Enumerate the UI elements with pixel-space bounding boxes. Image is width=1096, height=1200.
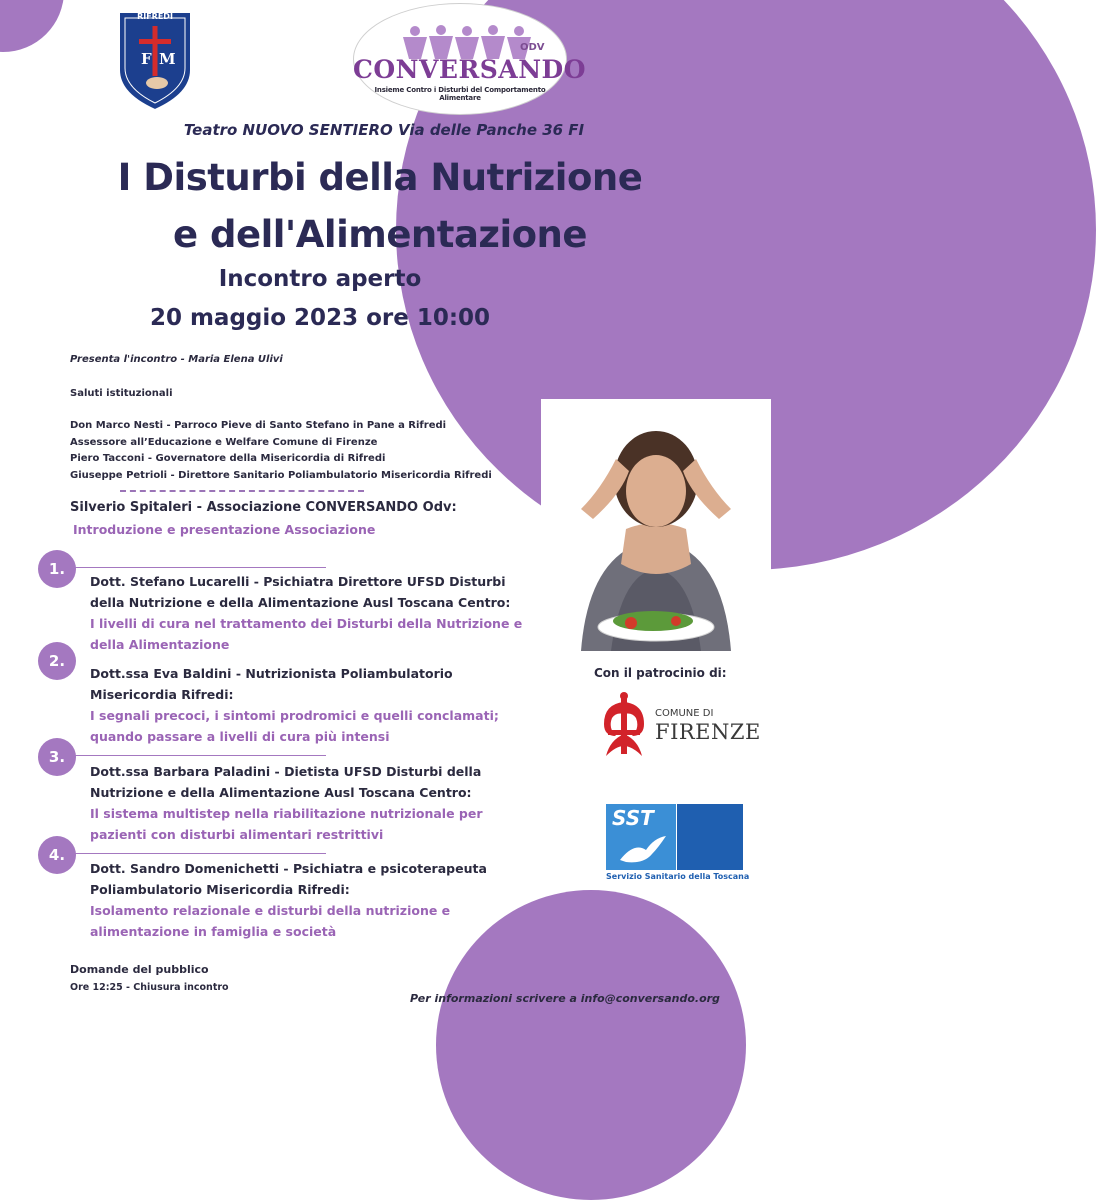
guest-line: Giuseppe Petrioli - Direttore Sanitario Poliambulatorio Misericordia Rifredi (70, 470, 492, 481)
item-number-badge: 4. (38, 836, 76, 874)
item-divider-line (74, 853, 326, 854)
questions-label: Domande del pubblico (70, 963, 209, 976)
conversando-odv: ODV (520, 42, 545, 53)
patronage-heading: Con il patrocinio di: (594, 666, 727, 680)
item-speaker-line: Misericordia Rifredi: (90, 687, 234, 702)
event-subtitle: Incontro aperto (218, 266, 422, 292)
misericordia-cross-emblem (114, 8, 196, 112)
contact-info: Per informazioni scrivere a info@conversando.org (410, 992, 720, 1005)
item-topic-line: quando passare a livelli di cura più intensi (90, 729, 390, 744)
event-title-line-1: I Disturbi della Nutrizione (117, 156, 643, 199)
event-title-line-2: e dell'Alimentazione (173, 213, 587, 256)
guest-line: Don Marco Nesti - Parroco Pieve di Santo Stefano in Pane a Rifredi (70, 420, 447, 431)
intro-topic: Introduzione e presentazione Associazione (73, 522, 376, 537)
closing-time: Ore 12:25 - Chiusura incontro (70, 982, 229, 993)
item-topic-line: della Alimentazione (90, 637, 230, 652)
intro-speaker: Silverio Spitaleri - Associazione CONVERSANDO Odv: (70, 500, 457, 515)
item-topic-line: Isolamento relazionale e disturbi della nutrizione e (90, 903, 451, 918)
item-number-badge: 1. (38, 550, 76, 588)
rifredi-logo-text: RIFREDI (137, 12, 173, 21)
dove-icon (616, 832, 668, 866)
event-venue: Teatro NUOVO SENTIERO Via delle Panche 36 FI (183, 121, 585, 139)
item-topic-line: Il sistema multistep nella riabilitazione nutrizionale per (90, 806, 483, 821)
item-topic-line: I livelli di cura nel trattamento dei Disturbi della Nutrizione e (90, 616, 523, 631)
item-speaker-line: Nutrizione e della Alimentazione Ausl Toscana Centro: (90, 785, 472, 800)
item-speaker-line: Dott. Sandro Domenichetti - Psichiatra e psicoterapeuta (90, 861, 487, 876)
presenter-line: Presenta l'incontro - Maria Elena Ulivi (70, 354, 283, 365)
usl-line: centro (751, 845, 790, 857)
item-speaker-line: della Nutrizione e della Alimentazione Ausl Toscana Centro: (90, 595, 511, 610)
dashed-divider (120, 490, 364, 492)
svg-text:F: F (141, 50, 152, 68)
sst-box (606, 804, 676, 870)
usl-line: Azienda (751, 806, 799, 818)
item-topic-line: I segnali precoci, i sintomi prodromici e quelli conclamati; (90, 708, 499, 723)
decorative-circle-top-left (0, 0, 64, 52)
item-speaker-line: Dott.ssa Eva Baldini - Nutrizionista Poliambulatorio (90, 666, 453, 681)
comune-di-label: COMUNE DI (655, 708, 714, 719)
item-divider-line (74, 567, 326, 568)
item-topic-line: pazienti con disturbi alimentari restrittivi (90, 827, 384, 842)
florence-lily-icon (598, 690, 650, 762)
woman-salad-photo (541, 399, 771, 651)
usl-line: USL (751, 819, 774, 831)
guest-line: Assessore all’Educazione e Welfare Comune di Firenze (70, 437, 378, 448)
item-speaker-line: Poliambulatorio Misericordia Rifredi: (90, 882, 350, 897)
event-date: 20 maggio 2023 ore 10:00 (149, 305, 491, 331)
guest-line: Piero Tacconi - Governatore della Misericordia di Rifredi (70, 453, 386, 464)
item-number-badge: 3. (38, 738, 76, 776)
usl-footer: Servizio Sanitario della Toscana (606, 872, 750, 881)
item-speaker-line: Dott. Stefano Lucarelli - Psichiatra Direttore UFSD Disturbi (90, 574, 506, 589)
usl-box (677, 804, 799, 870)
usl-line: Toscana (751, 832, 799, 844)
conversando-name: CONVERSANDO (353, 55, 587, 84)
comune-firenze-logo (598, 690, 761, 762)
item-topic-line: alimentazione in famiglia e società (90, 924, 337, 939)
sst-label: SST (612, 806, 654, 830)
item-speaker-line: Dott.ssa Barbara Paladini - Dietista UFSD Disturbi della (90, 764, 482, 779)
firenze-label: FIRENZE (655, 720, 761, 744)
item-number-badge: 2. (38, 642, 76, 680)
svg-text:M: M (159, 50, 176, 68)
usl-toscana-logo (606, 804, 799, 886)
saluti-heading: Saluti istituzionali (70, 388, 173, 399)
decorative-circle-bottom (436, 890, 746, 1200)
conversando-tagline: Insieme Contro i Disturbi del Comportamento Alimentare (374, 86, 546, 102)
conversando-logo (353, 3, 587, 115)
item-divider-line (74, 755, 326, 756)
